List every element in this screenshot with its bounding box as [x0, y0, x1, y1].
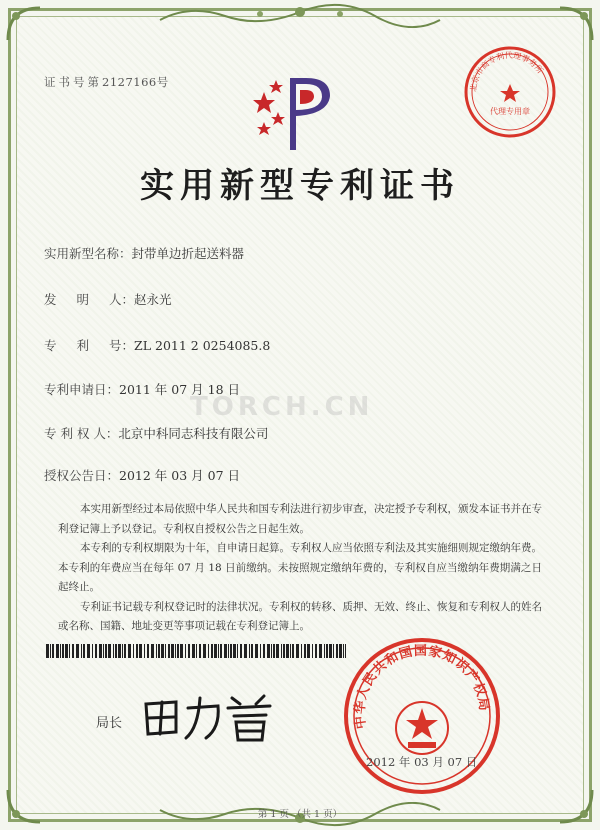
patent-number-label-part: 号：	[109, 338, 135, 353]
certificate-number	[44, 74, 169, 90]
patent-office-logo-icon	[250, 72, 340, 154]
filing-date-value: 2011 年 07 月 18 日	[119, 382, 241, 397]
grant-date-value: 2012 年 03 月 07 日	[119, 468, 241, 483]
inventor-label-part: 明	[76, 292, 110, 307]
barcode-icon	[46, 644, 346, 658]
patent-owner-row	[44, 424, 268, 442]
patent-owner-value: 北京中科同志科技有限公司	[118, 426, 269, 441]
svg-text:中华人民共和国国家知识产权局: 中华人民共和国国家知识产权局	[352, 643, 492, 730]
inventor-label-part: 人：	[109, 292, 135, 307]
body-paragraph: 专利证书记载专利权登记时的法律状况。专利权的转移、质押、无效、终止、恢复和专利权人的姓名或名称、国籍、地址变更等事项记载在专利登记簿上。	[58, 600, 542, 632]
director-label: 局长	[96, 716, 123, 731]
body-paragraph: 本实用新型经过本局依照中华人民共和国专利法进行初步审查，决定授予专利权，颁发本证书并在专利登记簿上予以登记。专利权自授权公告之日起生效。	[58, 503, 542, 535]
patent-number-value: ZL 2011 2 0254085.8	[134, 338, 271, 353]
certificate-number-suffix: 号	[156, 75, 169, 89]
inventor-label-part: 发	[44, 292, 77, 307]
patent-number-label-part: 利	[76, 338, 110, 353]
filing-date-label: 专利申请日：	[44, 382, 120, 397]
national-seal-icon	[342, 636, 502, 796]
agency-stamp-icon	[462, 44, 558, 140]
certificate-body	[58, 500, 542, 637]
corner-ornament-icon	[556, 4, 596, 44]
certificate-number-label: 证书号第	[44, 75, 102, 89]
certificate-number-value: 2127166	[102, 75, 157, 89]
certificate-title: 实用新型专利证书	[140, 166, 460, 206]
body-paragraph: 本专利的专利权期限为十年，自申请日起算。专利权人应当依照专利法及其实施细则规定缴纳年费。本专利的年费应当在每年 07 月 18 日前缴纳。未按照规定缴纳年费的，专利权自应当缴纳年费期满之日起终止。	[58, 542, 542, 593]
director-signature	[136, 688, 286, 744]
top-ornament-icon	[150, 2, 450, 28]
page-number: 第 1 页 （共 1 页）	[257, 809, 343, 820]
patent-owner-label: 专 利 权 人：	[44, 426, 119, 441]
utility-model-name-value: 封带单边折起送料器	[131, 246, 245, 261]
grant-date-label: 授权公告日：	[44, 468, 120, 483]
inventor-row	[44, 290, 172, 308]
watermark: TORCH.CN	[190, 392, 374, 422]
patent-number-label-part: 专	[44, 338, 77, 353]
corner-ornament-icon	[4, 4, 44, 44]
inventor-value: 赵永光	[134, 292, 172, 307]
svg-text:代理专用章: 代理专用章	[490, 107, 530, 116]
issue-date: 2012 年 03 月 07 日	[366, 755, 478, 769]
utility-model-name-row	[44, 244, 244, 262]
svg-text:北京市商专利代理事务所: 北京市商专利代理事务所	[468, 50, 545, 93]
grant-date-row	[44, 466, 240, 484]
patent-number-row	[44, 336, 270, 354]
utility-model-name-label: 实用新型名称：	[44, 246, 132, 261]
